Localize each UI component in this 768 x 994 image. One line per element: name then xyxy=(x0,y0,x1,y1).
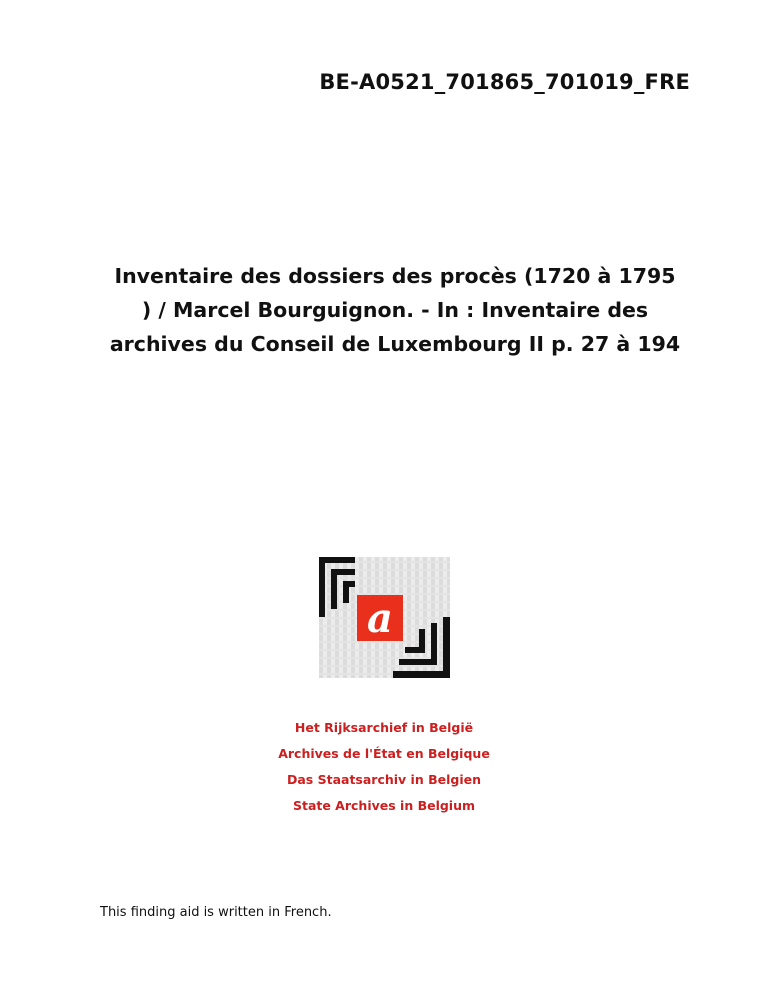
logo-letter: a xyxy=(367,595,393,642)
title-line: ) / Marcel Bourguignon. - In : Inventaire des xyxy=(141,298,649,322)
document-title xyxy=(100,259,690,361)
title-line: archives du Conseil de Luxembourg II p. 27 à 194 xyxy=(109,332,681,356)
institution-names xyxy=(184,715,584,819)
document-reference: BE-A0521_701865_701019_FRE xyxy=(319,70,690,94)
institution-name-nl: Het Rijksarchief in België xyxy=(294,720,474,735)
state-archives-logo xyxy=(319,557,450,678)
language-note: This finding aid is written in French. xyxy=(100,905,332,920)
institution-name-de: Das Staatsarchiv in Belgien xyxy=(287,772,481,787)
title-line: Inventaire des dossiers des procès (1720 à 1795 xyxy=(114,264,676,288)
institution-name-fr: Archives de l'État en Belgique xyxy=(278,746,490,761)
archives-logo-icon xyxy=(319,557,450,678)
institution-name-en: State Archives in Belgium xyxy=(292,798,476,813)
